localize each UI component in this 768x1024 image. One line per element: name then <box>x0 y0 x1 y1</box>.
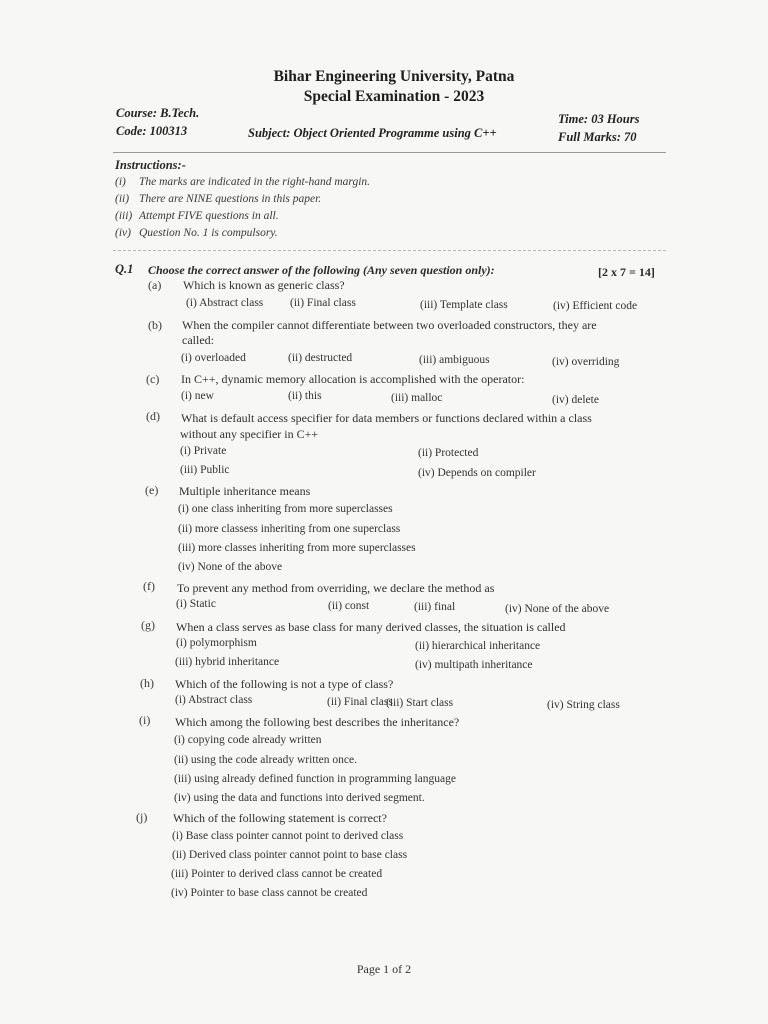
option: (iv) overriding <box>552 356 620 368</box>
option: (iv) Pointer to base class cannot be created <box>171 887 368 899</box>
instructions-title: Instructions:- <box>115 158 186 172</box>
part-label: (g) <box>141 618 155 632</box>
option: (iv) Depends on compiler <box>418 467 536 479</box>
instruction-number: (iv) <box>115 227 131 239</box>
option: (i) Private <box>180 445 227 457</box>
option: (iii) hybrid inheritance <box>175 656 280 668</box>
option: (ii) this <box>288 390 322 402</box>
question-text: Which is known as generic class? <box>183 278 345 292</box>
option: (ii) const <box>328 600 370 612</box>
instruction-number: (iii) <box>115 210 133 222</box>
instruction-text: There are NINE questions in this paper. <box>139 193 322 205</box>
option: (iii) malloc <box>391 392 443 404</box>
instruction-number: (ii) <box>115 193 130 205</box>
option: (i) overloaded <box>181 352 246 364</box>
instruction-item <box>115 227 278 239</box>
question-text: In C++, dynamic memory allocation is accomplished with the operator: <box>181 372 525 386</box>
option: (i) Base class pointer cannot point to derived class <box>172 830 404 842</box>
option: (iii) more classes inheriting from more superclasses <box>178 542 416 554</box>
question-heading: Choose the correct answer of the following (Any seven question only): <box>148 263 495 277</box>
option: (ii) using the code already written once. <box>174 754 357 766</box>
option: (i) Abstract class <box>186 297 264 309</box>
option: (ii) Final class <box>327 696 393 708</box>
time: Time: 03 Hours <box>558 112 640 126</box>
header-divider <box>113 152 666 153</box>
option: (ii) Final class <box>290 297 356 309</box>
instruction-text: Attempt FIVE questions in all. <box>139 210 279 222</box>
question-text: Which of the following is not a type of class? <box>175 677 394 691</box>
option: (iv) None of the above <box>505 603 610 615</box>
question-text: Which of the following statement is correct? <box>173 811 387 825</box>
option: (iii) Start class <box>386 697 454 709</box>
instruction-item <box>115 176 370 188</box>
option: (iv) None of the above <box>178 561 283 573</box>
question-text: When the compiler cannot differentiate between two overloaded constructors, they are <box>182 318 597 332</box>
part-label: (h) <box>140 676 154 690</box>
option: (ii) hierarchical inheritance <box>415 640 541 652</box>
instruction-text: The marks are indicated in the right-hand margin. <box>139 176 371 188</box>
instruction-item <box>115 193 321 205</box>
option: (iii) Template class <box>420 299 508 311</box>
option: (iii) ambiguous <box>419 354 490 366</box>
option: (ii) more classess inheriting from one superclass <box>178 523 401 535</box>
question-text: Multiple inheritance means <box>179 484 311 498</box>
option: (i) Static <box>176 598 216 610</box>
part-label: (f) <box>143 579 155 593</box>
option: (iv) String class <box>547 699 620 711</box>
option: (iii) Public <box>180 464 230 476</box>
option: (iv) multipath inheritance <box>415 659 533 671</box>
option: (ii) Protected <box>418 447 479 459</box>
option: (i) copying code already written <box>174 734 322 746</box>
question-text: What is default access specifier for data members or functions declared within a class <box>181 411 592 425</box>
question-text: called: <box>182 333 214 347</box>
option: (ii) Derived class pointer cannot point to base class <box>172 849 408 861</box>
instruction-text: Question No. 1 is compulsory. <box>139 227 278 239</box>
question-text: without any specifier in C++ <box>180 427 319 441</box>
option: (iii) final <box>414 601 456 613</box>
full-marks: Full Marks: 70 <box>558 130 637 144</box>
option: (i) new <box>181 390 214 402</box>
part-label: (j) <box>136 810 148 824</box>
exam-title: Special Examination - 2023 <box>303 88 485 105</box>
option: (iii) Pointer to derived class cannot be created <box>171 868 383 880</box>
instructions-divider <box>113 250 666 251</box>
part-label: (i) <box>139 713 151 727</box>
question-text: Which among the following best describes the inheritance? <box>175 715 460 729</box>
university-name: Bihar Engineering University, Patna <box>273 68 515 85</box>
part-label: (b) <box>148 318 162 332</box>
course-code: Code: 100313 <box>116 124 188 138</box>
option: (iii) using already defined function in programming language <box>174 773 456 785</box>
option: (ii) destructed <box>288 352 353 364</box>
part-label: (d) <box>146 409 160 423</box>
page-number: Page 1 of 2 <box>356 962 412 976</box>
question-number: Q.1 <box>115 262 134 276</box>
question-marks: [2 x 7 = 14] <box>598 265 655 279</box>
question-text: When a class serves as base class for many derived classes, the situation is called <box>176 620 566 634</box>
instruction-number: (i) <box>115 176 126 188</box>
subject: Subject: Object Oriented Programme using C++ <box>248 126 497 140</box>
option: (i) one class inheriting from more superclasses <box>178 503 393 515</box>
option: (iv) delete <box>552 394 599 406</box>
course: Course: B.Tech. <box>116 106 200 120</box>
option: (i) Abstract class <box>175 694 253 706</box>
option: (iv) Efficient code <box>553 300 638 312</box>
option: (iv) using the data and functions into derived segment. <box>174 792 425 804</box>
question-text: To prevent any method from overriding, we declare the method as <box>177 581 495 595</box>
instruction-item <box>115 210 279 222</box>
part-label: (a) <box>148 278 162 292</box>
option: (i) polymorphism <box>176 637 257 649</box>
part-label: (c) <box>146 372 160 386</box>
part-label: (e) <box>145 483 159 497</box>
